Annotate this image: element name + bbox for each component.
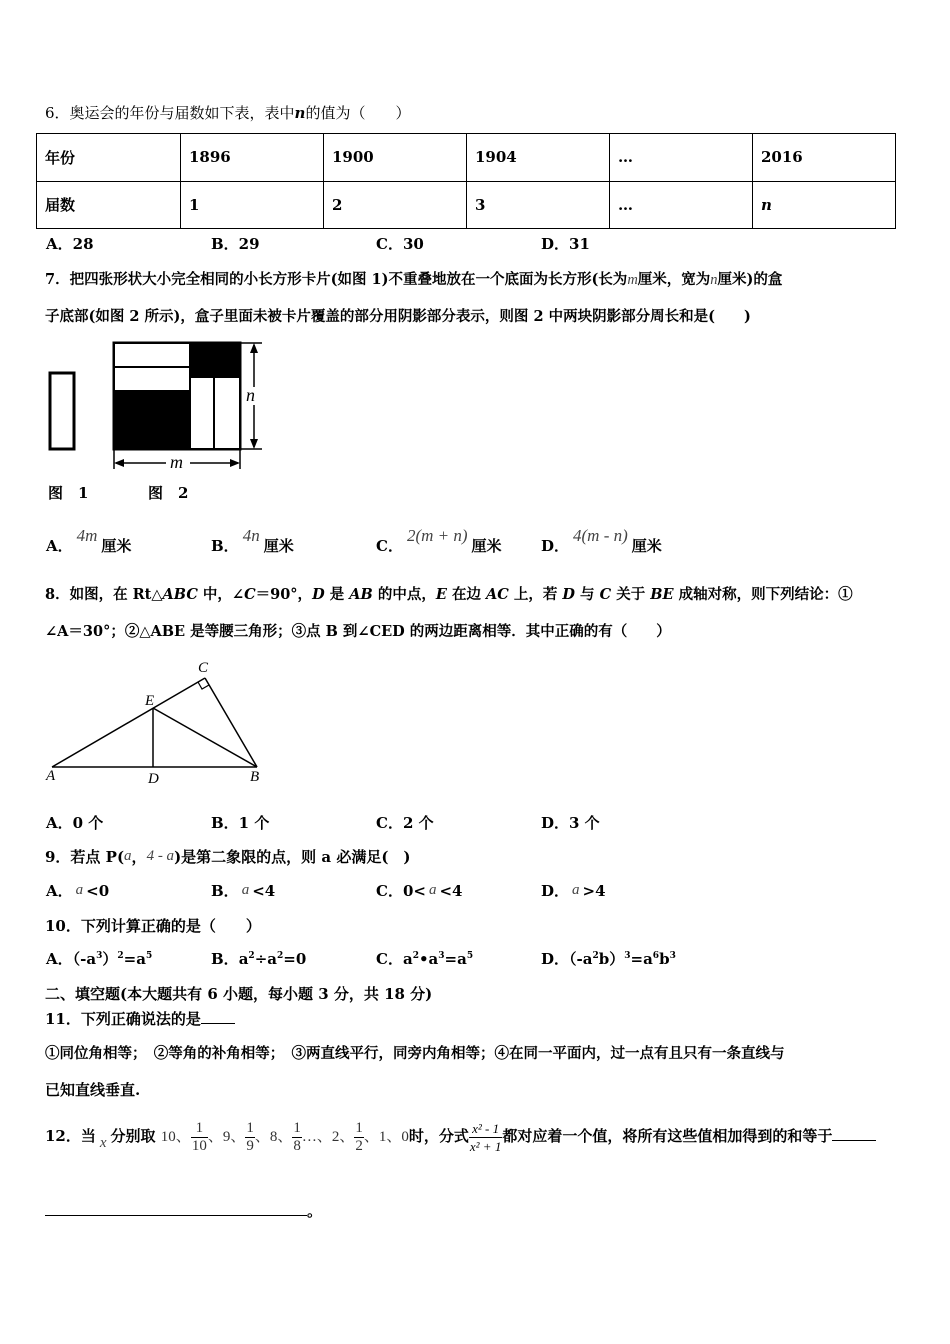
table-row (37, 181, 896, 229)
label-m: m (170, 452, 183, 472)
q6-option-b[interactable]: B．29 (211, 235, 260, 253)
fraction: $\frac{1}{10}$ (191, 1120, 207, 1155)
q6-option-d[interactable]: D．31 (541, 235, 590, 253)
table-cell: 1896 (181, 134, 324, 182)
q10-option-c[interactable]: C．$a^2•a^3=a^5$ (376, 950, 474, 968)
shaded-region-bottom (114, 391, 190, 449)
figure1-card (50, 373, 74, 449)
q6-option-c[interactable]: C．30 (376, 235, 424, 253)
q10-stem: 10．下列计算正确的是（ ） (45, 917, 261, 935)
table-cell: 1904 (467, 134, 610, 182)
q11-line1: ①同位角相等； ②等角的补角相等； ③两直线平行，同旁内角相等；④在同一平面内，过一点有且只有一条直线与 (45, 1045, 785, 1062)
answer-blank[interactable] (201, 1023, 235, 1024)
table-cell: … (610, 134, 753, 182)
fraction: $\frac{1}{2}$ (355, 1120, 363, 1155)
label-a: A (46, 768, 56, 784)
fraction: $\frac{1}{9}$ (246, 1120, 254, 1155)
q8-stem-line2: ∠A＝30°；②△ABE 是等腰三角形；③点 B 到∠CED 的两边距离相等．其中正确的有（ ） (45, 623, 671, 640)
q9-stem: 9．若点 P(a，4 - a)是第二象限的点，则 a 必满足( ) (45, 848, 411, 866)
label-d: D (148, 771, 159, 787)
card-horizontal-1 (114, 343, 190, 367)
q9-option-d[interactable]: D． a >4 (541, 882, 606, 900)
answer-blank[interactable] (45, 1215, 307, 1216)
q7-option-c[interactable]: C．2(m + n)厘米 (376, 526, 502, 555)
q9-option-b[interactable]: B． a <4 (211, 882, 276, 900)
table-cell: 届数 (37, 181, 181, 229)
segment-cb (205, 678, 257, 767)
q6-stem: 6．奥运会的年份与届数如下表，表中n的值为（ ） (45, 104, 411, 122)
card-vertical-1 (190, 377, 214, 449)
q7-option-a[interactable]: A．4m厘米 (46, 526, 132, 555)
card-vertical-2 (214, 377, 240, 449)
q6-table (36, 133, 896, 229)
q7-stem-line1: 7．把四张形状大小完全相同的小长方形卡片(如图 1)不重叠地放在一个底面为长方形(长为m厘米，宽为n厘米)的盒 (45, 271, 783, 288)
q8-option-c[interactable]: C．2 个 (376, 814, 434, 832)
q7-stem-line2: 子底部(如图 2 所示)，盒子里面未被卡片覆盖的部分用阴影部分表示，则图 2 中两块阴影部分周长和是( ) (45, 308, 751, 325)
arrow-head (250, 439, 258, 449)
table-cell: … (610, 181, 753, 229)
shaded-region-top (190, 343, 240, 377)
q11-stem: 11．下列正确说法的是 (45, 1008, 235, 1029)
q7-option-b[interactable]: B．4n厘米 (211, 526, 294, 555)
q8-option-b[interactable]: B．1 个 (211, 814, 270, 832)
table-cell: 2 (324, 181, 467, 229)
q10-option-b[interactable]: B．$a^2\div a^2=0$ (211, 950, 307, 968)
label-e: E (145, 693, 155, 709)
q7-figure (40, 335, 280, 510)
fraction: $\frac{1}{8}$ (293, 1120, 301, 1155)
q8-stem-line1: 8．如图，在 Rt△ABC 中，∠C＝90°，D 是 AB 的中点，E 在边 AC 上，若 D 与 C 关于 BE 成轴对称，则下列结论：① (45, 586, 853, 603)
label-c: C (198, 660, 209, 676)
section-heading: 二、填空题(本大题共有 6 小题，每小题 3 分，共 18 分) (45, 985, 433, 1003)
q6-option-a[interactable]: A．28 (46, 235, 94, 253)
segment-ac (52, 678, 205, 767)
label-b: B (250, 769, 260, 785)
label-n: n (246, 385, 255, 405)
answer-blank[interactable] (832, 1140, 876, 1141)
q8-triangle-figure (40, 655, 280, 790)
q12-stem: 12．当 x 分别取 10、 $\frac{1}{10}$ 、9、 $\frac{1}{9}$ 、8、 $\frac{1}{8}$ …、2、 $\frac{1}{2}$ 、1、0时，分式 $\frac{\text{x² - 1}}{\text{x² + 1}}$ 都对应着一个值，将所有这些值相加得到的和等于 (45, 1113, 876, 1160)
arrow-head (250, 343, 258, 353)
q8-option-a[interactable]: A．0 个 (46, 814, 104, 832)
table-cell: 2016 (753, 134, 896, 182)
table-cell: 1900 (324, 134, 467, 182)
table-cell: 1 (181, 181, 324, 229)
table-cell: 3 (467, 181, 610, 229)
q10-option-a[interactable]: A．$(-a^3)^2=a^5$ (46, 950, 153, 968)
q11-line2: 已知直线垂直. (45, 1081, 141, 1099)
q12-line2: 。 (45, 1200, 322, 1221)
card-horizontal-2 (114, 367, 190, 391)
q10-option-d[interactable]: D．$(-a^2b)^3=a^6b^3$ (541, 950, 676, 968)
q9-option-c[interactable]: C．0< a <4 (376, 882, 463, 900)
segment-eb (153, 708, 257, 767)
fraction-expression: $\frac{\text{x² - 1}}{\text{x² + 1}}$ (469, 1120, 502, 1154)
arrow-head (114, 459, 124, 467)
table-cell: n (753, 181, 896, 229)
figure2-caption: 图 2 (148, 484, 189, 502)
figure1-caption: 图 1 (48, 484, 89, 502)
arrow-head (230, 459, 240, 467)
q8-option-d[interactable]: D．3 个 (541, 814, 600, 832)
q7-option-d[interactable]: D．4(m - n)厘米 (541, 526, 662, 555)
table-row (37, 134, 896, 182)
q9-option-a[interactable]: A． a <0 (46, 882, 110, 900)
table-cell: 年份 (37, 134, 181, 182)
